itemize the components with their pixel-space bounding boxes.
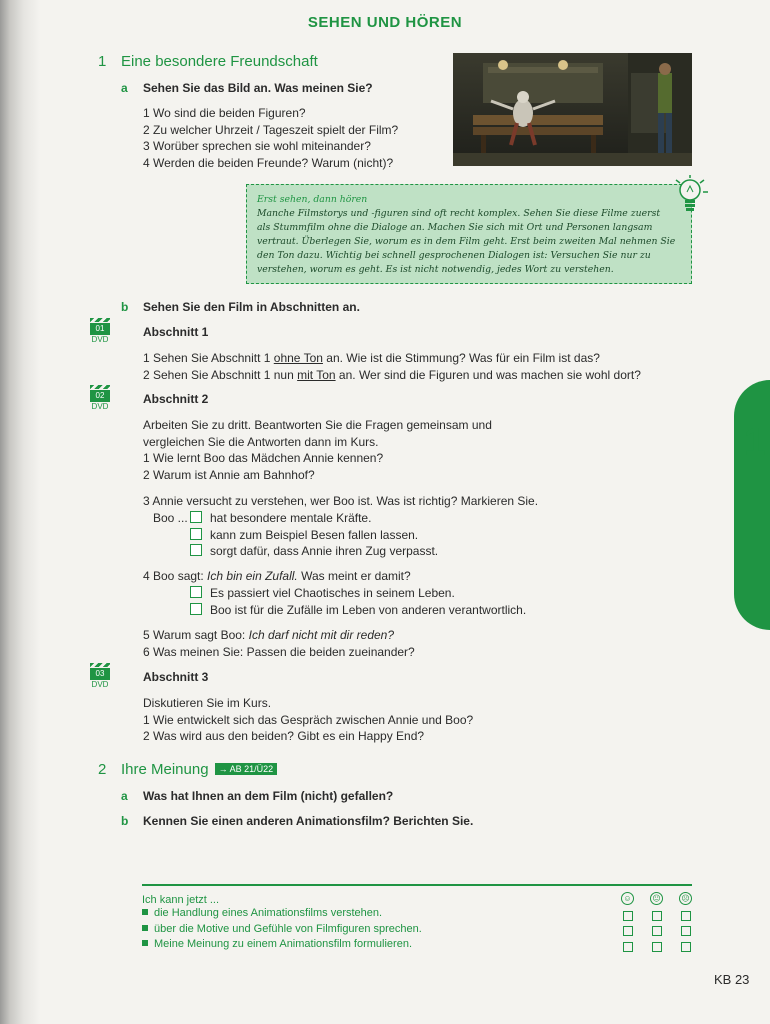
rating-checkbox[interactable] — [652, 942, 662, 952]
task-2b-letter: b — [121, 814, 129, 828]
option-checkbox[interactable] — [190, 544, 202, 556]
q3-options: hat besondere mentale Kräfte. kann zum Beispiel Besen fallen lassen. sorgt dafür, dass Annie ihren Zug verpasst. — [190, 510, 438, 560]
abschnitt-3-title: Abschnitt 3 — [143, 670, 209, 684]
rating-checkbox[interactable] — [681, 911, 691, 921]
underlined-phrase: ohne Ton — [273, 351, 323, 365]
self-check-box — [142, 884, 692, 966]
tip-line: vertraut. Überlegen Sie, worum es in dem Film geht. Erst beim zweiten Mal nehmen Sie — [257, 236, 676, 247]
rating-checkbox[interactable] — [623, 926, 633, 936]
film-still-image — [453, 53, 692, 166]
abschnitt-1-questions: 1 Sehen Sie Abschnitt 1 ohne Ton an. Wie ist die Stimmung? Was für ein Film ist das? 2 Sehen Sie Abschnitt 1 nun mit Ton an. Wer sind die Figuren und was machen sie wohl dort? — [143, 351, 641, 382]
question-line: 2 Zu welcher Uhrzeit / Tageszeit spielt der Film? — [143, 122, 399, 137]
neutral-face-icon: 😐 — [650, 892, 663, 905]
underlined-phrase: mit Ton — [297, 367, 336, 382]
rating-checkbox[interactable] — [681, 942, 691, 952]
abschnitt-2-title: Abschnitt 2 — [143, 392, 209, 406]
dvd-track-01: 01 DVD — [88, 318, 112, 344]
page-binding-shadow — [0, 0, 40, 1024]
task-1a-letter: a — [121, 81, 128, 95]
rating-checkbox[interactable] — [623, 911, 633, 921]
rating-checkbox[interactable] — [652, 926, 662, 936]
boo-prefix: Boo ... — [153, 511, 188, 525]
self-check-title: Ich kann jetzt ... — [142, 894, 220, 906]
section-2-title: Ihre Meinung — [121, 761, 209, 778]
abschnitt-2-q5-q6: 5 Warum sagt Boo: Ich darf nicht mit dir reden? 6 Was meinen Sie: Passen die beiden zueinander? — [143, 628, 415, 659]
chapter-number: 1 — [743, 420, 766, 464]
tip-line: Manche Filmstorys und -figuren sind oft recht komplex. Sehen Sie diese Filme zuerst — [257, 208, 661, 219]
question-line: 1 Wo sind die beiden Figuren? — [143, 106, 306, 120]
self-check-item: die Handlung eines Animationsfilms verstehen. — [142, 906, 692, 922]
option-checkbox[interactable] — [190, 603, 202, 615]
abschnitt-2-q3: 3 Annie versucht zu verstehen, wer Boo ist. Was ist richtig? Markieren Sie. — [143, 494, 539, 508]
abschnitt-2-intro: Arbeiten Sie zu dritt. Beantworten Sie die Fragen gemeinsam und vergleichen Sie die Antworten dann im Kurs. 1 Wie lernt Boo das Mädchen Annie kennen? 2 Warum ist Annie am Bahnhof? — [143, 418, 492, 482]
clapperboard-icon — [90, 663, 110, 667]
task-2b-text: Kennen Sie einen anderen Animationsfilm? Berichten Sie. — [143, 814, 474, 828]
task-1b-letter: b — [121, 300, 129, 314]
task-1b-instruction: Sehen Sie den Film in Abschnitten an. — [143, 300, 360, 314]
self-check-item: über die Motive und Gefühle von Filmfiguren sprechen. — [142, 922, 692, 938]
section-2-number: 2 — [98, 761, 107, 778]
section-1-title: Eine besondere Freundschaft — [121, 53, 318, 70]
section-1-number: 1 — [98, 53, 107, 70]
workbook-reference: → AB 21/Ü22 — [215, 763, 278, 775]
page-number: KB 23 — [714, 972, 750, 987]
tip-line: den Ton dazu. Wichtig bei schnell gesprochenen Dialogen ist: Versuchen Sie nur zu — [257, 250, 651, 261]
tip-box — [246, 184, 692, 284]
section-header: SEHEN UND HÖREN — [307, 14, 463, 31]
task-1a-questions — [143, 105, 398, 171]
dvd-track-02: 02 DVD — [88, 385, 112, 411]
abschnitt-2-q4: 4 Boo sagt: Ich bin ein Zufall. Was meint er damit? — [143, 569, 411, 583]
tip-line: verstehen, worum es geht. Es ist nicht notwendig, jedes Wort zu verstehen. — [257, 264, 614, 275]
q4-options: Es passiert viel Chaotisches in seinem Leben. Boo ist für die Zufälle im Leben von anderen verantwortlich. — [190, 585, 526, 618]
sad-face-icon: ☹ — [679, 892, 692, 905]
clapperboard-icon — [90, 385, 110, 389]
option-checkbox[interactable] — [190, 586, 202, 598]
abschnitt-1-title: Abschnitt 1 — [143, 325, 209, 339]
task-2a-text: Was hat Ihnen an dem Film (nicht) gefallen? — [143, 789, 394, 803]
section-2-heading — [121, 761, 277, 779]
task-1a-instruction: Sehen Sie das Bild an. Was meinen Sie? — [143, 81, 373, 95]
question-line: 4 Werden die beiden Freunde? Warum (nicht)? — [143, 155, 394, 170]
happy-face-icon: ☺ — [621, 892, 634, 905]
lightbulb-icon — [672, 174, 712, 216]
rating-checkbox[interactable] — [623, 942, 633, 952]
tip-line: als Stummfilm ohne die Dialoge an. Machen Sie sich mit Ort und Personen langsam — [257, 222, 653, 233]
rating-checkbox[interactable] — [681, 926, 691, 936]
task-2a-letter: a — [121, 789, 128, 803]
chapter-tab — [734, 380, 770, 630]
abschnitt-3-questions: Diskutieren Sie im Kurs. 1 Wie entwickelt sich das Gespräch zwischen Annie und Boo? 2 Was wird aus den beiden? Gibt es ein Happy End? — [143, 696, 474, 743]
option-checkbox[interactable] — [190, 528, 202, 540]
tip-title: Erst sehen, dann hören — [257, 194, 368, 205]
question-line: 3 Worüber sprechen sie wohl miteinander? — [143, 139, 371, 153]
self-check-item: Meine Meinung zu einem Animationsfilm formulieren. — [142, 937, 692, 953]
rating-checkbox[interactable] — [652, 911, 662, 921]
dvd-track-03: 03 DVD — [88, 663, 112, 689]
option-checkbox[interactable] — [190, 511, 202, 523]
clapperboard-icon — [90, 318, 110, 322]
